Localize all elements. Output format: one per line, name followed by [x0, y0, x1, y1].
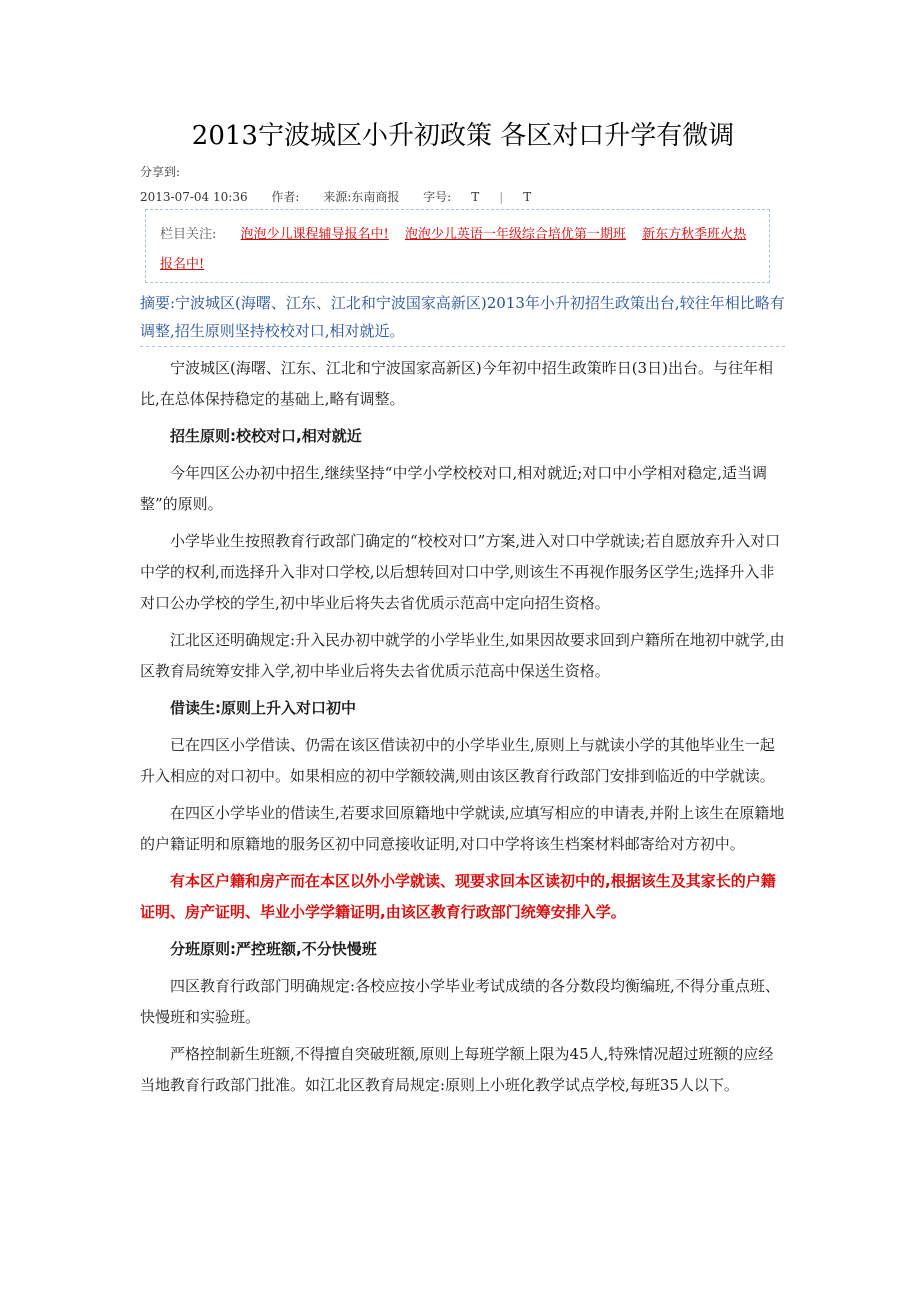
publish-datetime: 2013-07-04 10:36	[140, 190, 248, 204]
column-focus-box	[145, 209, 770, 283]
column-link-english-class[interactable]: 泡泡少儿英语一年级综合培优第一期班	[404, 227, 626, 242]
paragraph: 已在四区小学借读、仍需在该区借读初中的小学毕业生,原则上与就读小学的其他毕业生一起升入相应的对口初中。如果相应的初中学额较满,则由该区教育行政部门安排到临近的中学就读。	[140, 736, 775, 785]
font-size-small-button[interactable]: T	[523, 190, 532, 204]
section-heading-class: 分班原则:严控班额,不分快慢班	[170, 940, 377, 958]
author-label: 作者:	[271, 190, 300, 204]
font-size-large-button[interactable]: T	[471, 190, 480, 204]
article	[140, 0, 786, 1101]
share-label[interactable]: 分享到:	[140, 165, 181, 179]
section-heading-enrollment: 招生原则:校校对口,相对就近	[170, 427, 362, 445]
paragraph-intro: 宁波城区(海曙、江东、江北和宁波国家高新区)今年初中招生政策昨日(3日)出台。与往年相比,在总体保持稳定的基础上,略有调整。	[140, 359, 773, 408]
font-size-control	[423, 190, 551, 204]
paragraph: 严格控制新生班额,不得擅自突破班额,原则上每班学额上限为45人,特殊情况超过班额的应经当地教育行政部门批准。如江北区教育局规定:原则上小班化教学试点学校,每班35人以下。	[140, 1045, 774, 1094]
paragraph: 四区教育行政部门明确规定:各校应按小学毕业考试成绩的各分数段均衡编班,不得分重点班、快慢班和实验班。	[140, 977, 780, 1026]
section-heading-transfer: 借读生:原则上升入对口初中	[170, 699, 356, 717]
paragraph: 江北区还明确规定:升入民办初中就学的小学毕业生,如果因故要求回到户籍所在地初中就学,由区教育局统筹安排入学,初中毕业后将失去省优质示范高中保送生资格。	[140, 631, 785, 680]
column-link-course-signup[interactable]: 泡泡少儿课程辅导报名中!	[240, 227, 389, 242]
article-title: 2013宁波城区小升初政策 各区对口升学有微调	[191, 121, 735, 151]
source-label: 来源:东南商报	[323, 190, 400, 204]
highlighted-paragraph: 有本区户籍和房产而在本区以外小学就读、现要求回本区读初中的,根据该生及其家长的户籍证明、房产证明、毕业小学学籍证明,由该区教育行政部门统筹安排入学。	[140, 872, 776, 921]
column-link-autumn-class[interactable]: 新东方秋季班火热报名中!	[160, 227, 747, 272]
article-meta	[140, 189, 786, 205]
paragraph: 在四区小学毕业的借读生,若要求回原籍地中学就读,应填写相应的申请表,并附上该生在原籍地的户籍证明和原籍地的服务区初中同意接收证明,对口中学将该生档案材料邮寄给对方初中。	[140, 804, 785, 853]
column-focus-label: 栏目关注:	[160, 227, 217, 242]
font-size-label: 字号:	[423, 190, 452, 204]
font-size-separator: |	[499, 190, 504, 204]
paragraph: 今年四区公办初中招生,继续坚持“中学小学校校对口,相对就近;对口中小学相对稳定,适当调整”的原则。	[140, 464, 768, 513]
paragraph: 小学毕业生按照教育行政部门确定的“校校对口”方案,进入对口中学就读;若自愿放弃升入对口中学的权利,而选择升入非对口学校,以后想转回对口中学,则该生不再视作服务区学生;选择升入非对口公办学校的学生,初中毕业后将失去省优质示范高中定向招生资格。	[140, 532, 781, 612]
article-abstract: 摘要:宁波城区(海曙、江东、江北和宁波国家高新区)2013年小升初招生政策出台,较往年相比略有调整,招生原则坚持校校对口,相对就近。	[140, 289, 786, 347]
